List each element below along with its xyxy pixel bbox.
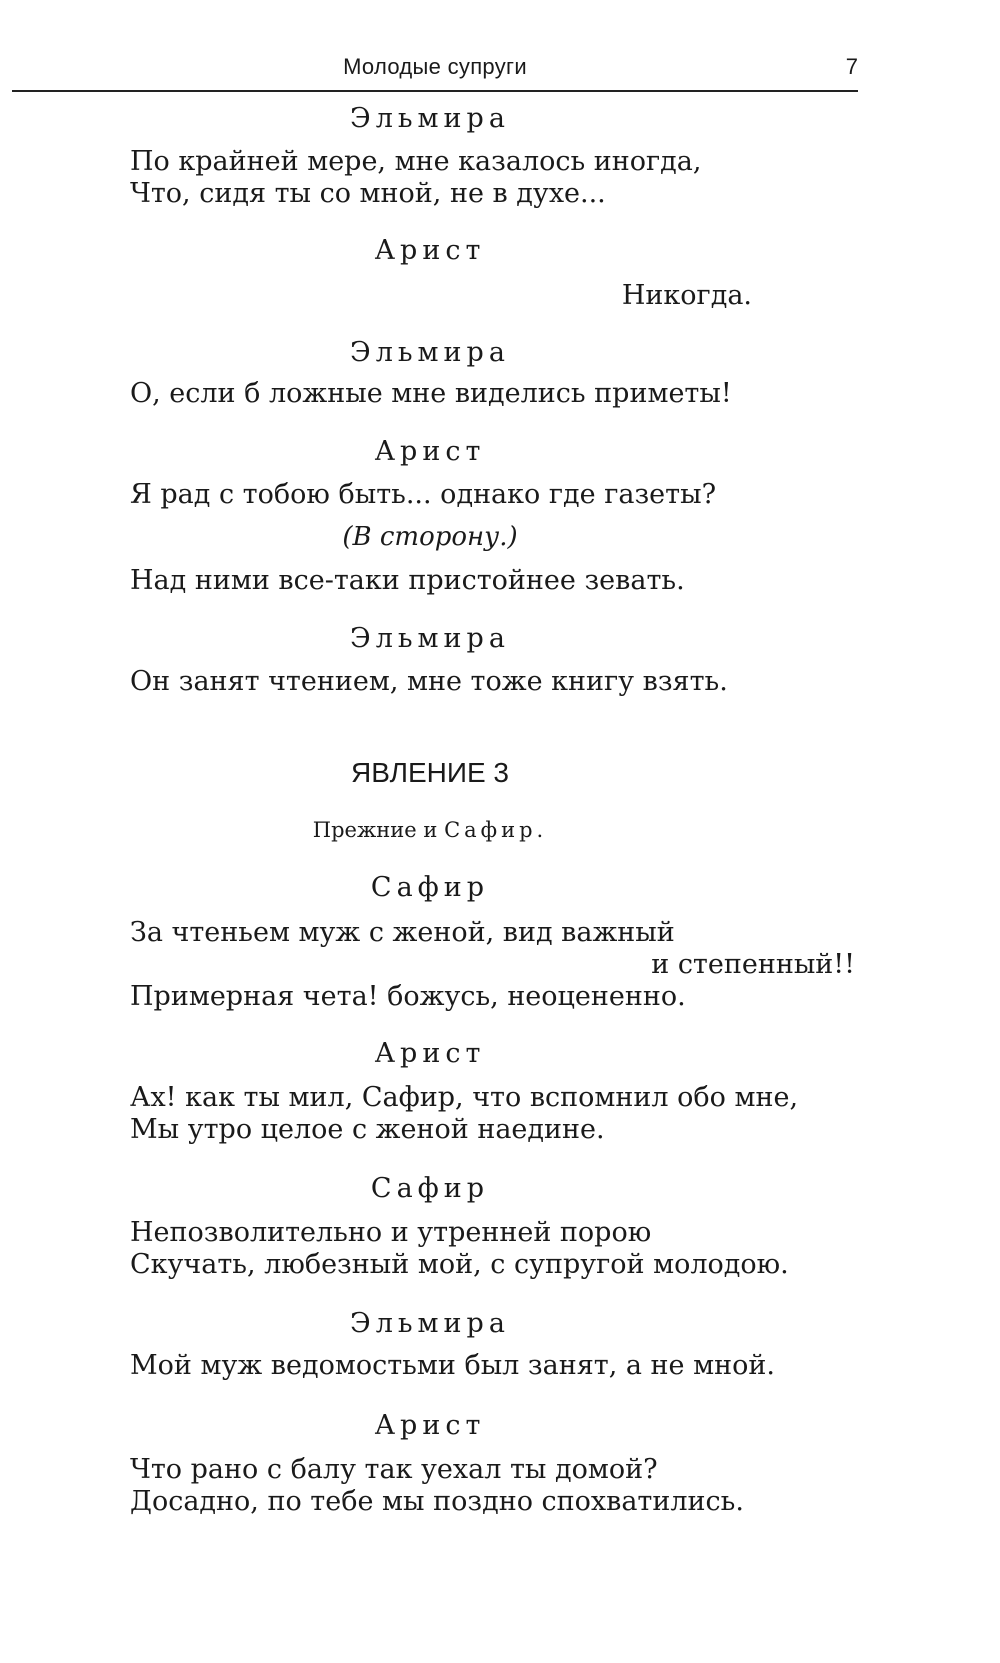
speaker-name: Эльмира — [350, 103, 510, 134]
speech-block — [130, 1082, 860, 1146]
verse-line: По крайней мере, мне казалось иногда, — [130, 146, 702, 177]
page-number: 7 — [845, 54, 858, 79]
speaker-name: Арист — [374, 1410, 486, 1441]
running-title: Молодые супруги — [343, 54, 527, 79]
speaker-name: Эльмира — [350, 1308, 510, 1339]
speaker-name: Арист — [374, 235, 486, 266]
speech-block — [130, 1217, 860, 1281]
speaker-name: Эльмира — [350, 337, 510, 368]
verse-line: Примерная чета! божусь, неоцененно. — [130, 981, 686, 1012]
speech-block — [130, 280, 752, 312]
verse-line: Он занят чтением, мне тоже книгу взять. — [130, 666, 728, 697]
verse-line: Досадно, по тебе мы поздно спохватились. — [130, 1486, 744, 1517]
scene-cast-name: Сафир. — [444, 818, 548, 842]
speech-block — [130, 565, 860, 597]
verse-line: и степенный!! — [651, 949, 855, 980]
speaker-name: Сафир — [370, 872, 490, 903]
verse-line: Что рано с балу так уехал ты домой? — [130, 1454, 658, 1485]
scene-title: ЯВЛЕНИЕ 3 — [350, 757, 509, 788]
verse-line: За чтеньем муж с женой, вид важный — [130, 917, 675, 948]
running-header — [12, 54, 858, 92]
verse-line: Непозволительно и утренней порою — [130, 1217, 652, 1248]
verse-line: Я рад с тобою быть... однако где газеты? — [130, 479, 717, 510]
speech-block — [130, 479, 860, 511]
verse-line: О, если б ложные мне виделись приметы! — [130, 378, 732, 409]
verse-line: Никогда. — [621, 280, 752, 311]
stage-direction: (В сторону.) — [342, 522, 518, 552]
speaker-name: Эльмира — [350, 623, 510, 654]
scene-cast-prefix: Прежние и — [312, 818, 438, 842]
verse-line: Скучать, любезный мой, с супругой молодою. — [130, 1249, 789, 1280]
verse-line: Ах! как ты мил, Сафир, что вспомнил обо мне, — [130, 1082, 799, 1113]
scene-cast — [130, 818, 730, 842]
verse-line: Над ними все-таки пристойнее зевать. — [130, 565, 685, 596]
speech-block — [130, 1350, 860, 1382]
speech-block — [130, 1454, 860, 1518]
verse-line: Мой муж ведомостьми был занят, а не мной. — [130, 1350, 775, 1381]
speech-block — [130, 146, 860, 210]
speech-block — [130, 917, 855, 1013]
speaker-name: Арист — [374, 436, 486, 467]
speaker-name: Сафир — [370, 1173, 490, 1204]
verse-line: Что, сидя ты со мной, не в духе... — [130, 178, 606, 209]
speech-block — [130, 378, 860, 410]
verse-line: Мы утро целое с женой наедине. — [130, 1114, 605, 1145]
speech-block — [130, 666, 860, 698]
speaker-name: Арист — [374, 1038, 486, 1069]
